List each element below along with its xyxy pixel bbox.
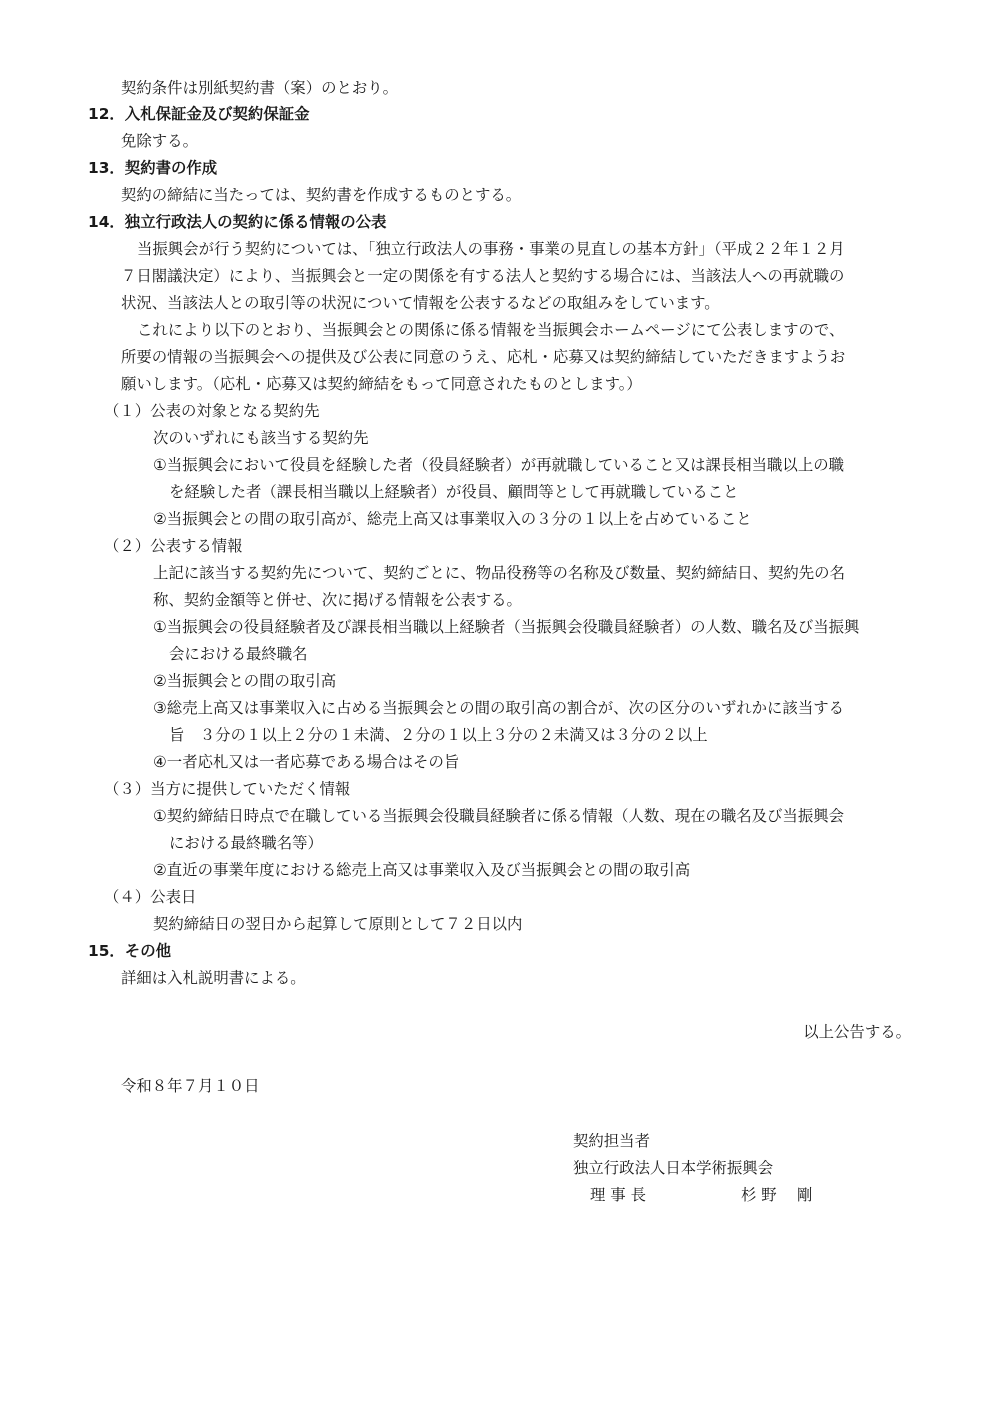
sub1-item2: ②当振興会との間の取引高が、総売上高又は事業収入の３分の１以上を占めていること bbox=[153, 510, 752, 528]
sub4-body: 契約締結日の翌日から起算して原則として７２日以内 bbox=[153, 915, 523, 933]
s11-body: 契約条件は別紙契約書（案）のとおり。 bbox=[121, 79, 399, 97]
sub3-item2: ②直近の事業年度における総売上高又は事業収入及び当振興会との間の取引高 bbox=[153, 861, 691, 879]
sub2-heading: （２）公表する情報 bbox=[104, 537, 243, 555]
signatory-title: 理 事 長 bbox=[590, 1186, 646, 1204]
sub3-item1-line2: における最終職名等） bbox=[169, 834, 323, 852]
sub2-intro-line1: 上記に該当する契約先について、契約ごとに、物品役務等の名称及び数量、契約締結日、契約先の名 bbox=[153, 564, 845, 582]
sub2-item1-line1: ①当振興会の役員経験者及び課長相当職以上経験者（当振興会役職員経験者）の人数、職名及び当振興 bbox=[153, 618, 860, 636]
sub1-item1-line1: ①当振興会において役員を経験した者（役員経験者）が再就職していること又は課長相当職以上の職 bbox=[153, 456, 844, 474]
sub2-item2: ②当振興会との間の取引高 bbox=[153, 672, 337, 690]
s14-p2-line1: これにより以下のとおり、当振興会との関係に係る情報を当振興会ホームページにて公表しますので、 bbox=[137, 321, 845, 339]
s15-body: 詳細は入札説明書による。 bbox=[121, 969, 306, 987]
s14-p2-line3: 願いします。（応札・応募又は契約締結をもって同意されたものとします。） bbox=[121, 375, 642, 393]
sub2-item4: ④一者応札又は一者応募である場合はその旨 bbox=[153, 753, 460, 771]
sub3-item1-line1: ①契約締結日時点で在職している当振興会役職員経験者に係る情報（人数、現在の職名及び当振興会 bbox=[153, 807, 844, 825]
sub2-item1-line2: 会における最終職名 bbox=[169, 645, 308, 663]
sub2-intro-line2: 称、契約金額等と併せ、次に掲げる情報を公表する。 bbox=[153, 591, 522, 609]
s15-heading: 15．その他 bbox=[88, 942, 171, 960]
s12-heading: 12．入札保証金及び契約保証金 bbox=[88, 105, 310, 123]
sub3-heading: （３）当方に提供していただく情報 bbox=[104, 780, 351, 798]
signatory-name: 杉 野 剛 bbox=[741, 1186, 813, 1204]
notice-date: 令和８年７月１０日 bbox=[121, 1077, 260, 1095]
s13-heading: 13．契約書の作成 bbox=[88, 159, 218, 177]
s14-p1-line2: ７日閣議決定）により、当振興会と一定の関係を有する法人と契約する場合には、当該法人への再就職の bbox=[121, 267, 845, 285]
sub1-intro: 次のいずれにも該当する契約先 bbox=[153, 429, 369, 447]
sub2-item3-line1: ③総売上高又は事業収入に占める当振興会との間の取引高の割合が、次の区分のいずれかに該当する bbox=[153, 699, 844, 717]
sub1-heading: （１）公表の対象となる契約先 bbox=[104, 402, 320, 420]
signatory-organization: 独立行政法人日本学術振興会 bbox=[573, 1159, 774, 1177]
s12-body: 免除する。 bbox=[121, 132, 198, 150]
s13-body: 契約の締結に当たっては、契約書を作成するものとする。 bbox=[121, 186, 522, 204]
s14-p1-line3: 状況、当該法人との取引等の状況について情報を公表するなどの取組みをしています。 bbox=[121, 294, 720, 312]
s14-p2-line2: 所要の情報の当振興会への提供及び公表に同意のうえ、応札・応募又は契約締結していただきますようお bbox=[121, 348, 846, 366]
sub1-item1-line2: を経験した者（課長相当職以上経験者）が役員、顧問等として再就職していること bbox=[169, 483, 739, 501]
s14-heading: 14．独立行政法人の契約に係る情報の公表 bbox=[88, 213, 387, 231]
sub4-heading: （４）公表日 bbox=[104, 888, 197, 906]
sub2-item3-line2: 旨 ３分の１以上２分の１未満、２分の１以上３分の２未満又は３分の２以上 bbox=[169, 726, 708, 744]
closing-statement: 以上公告する。 bbox=[803, 1023, 911, 1041]
signatory-role: 契約担当者 bbox=[573, 1132, 650, 1150]
s14-p1-line1: 当振興会が行う契約については、「独立行政法人の事務・事業の見直しの基本方針」（平成２２年１２月 bbox=[137, 240, 845, 258]
